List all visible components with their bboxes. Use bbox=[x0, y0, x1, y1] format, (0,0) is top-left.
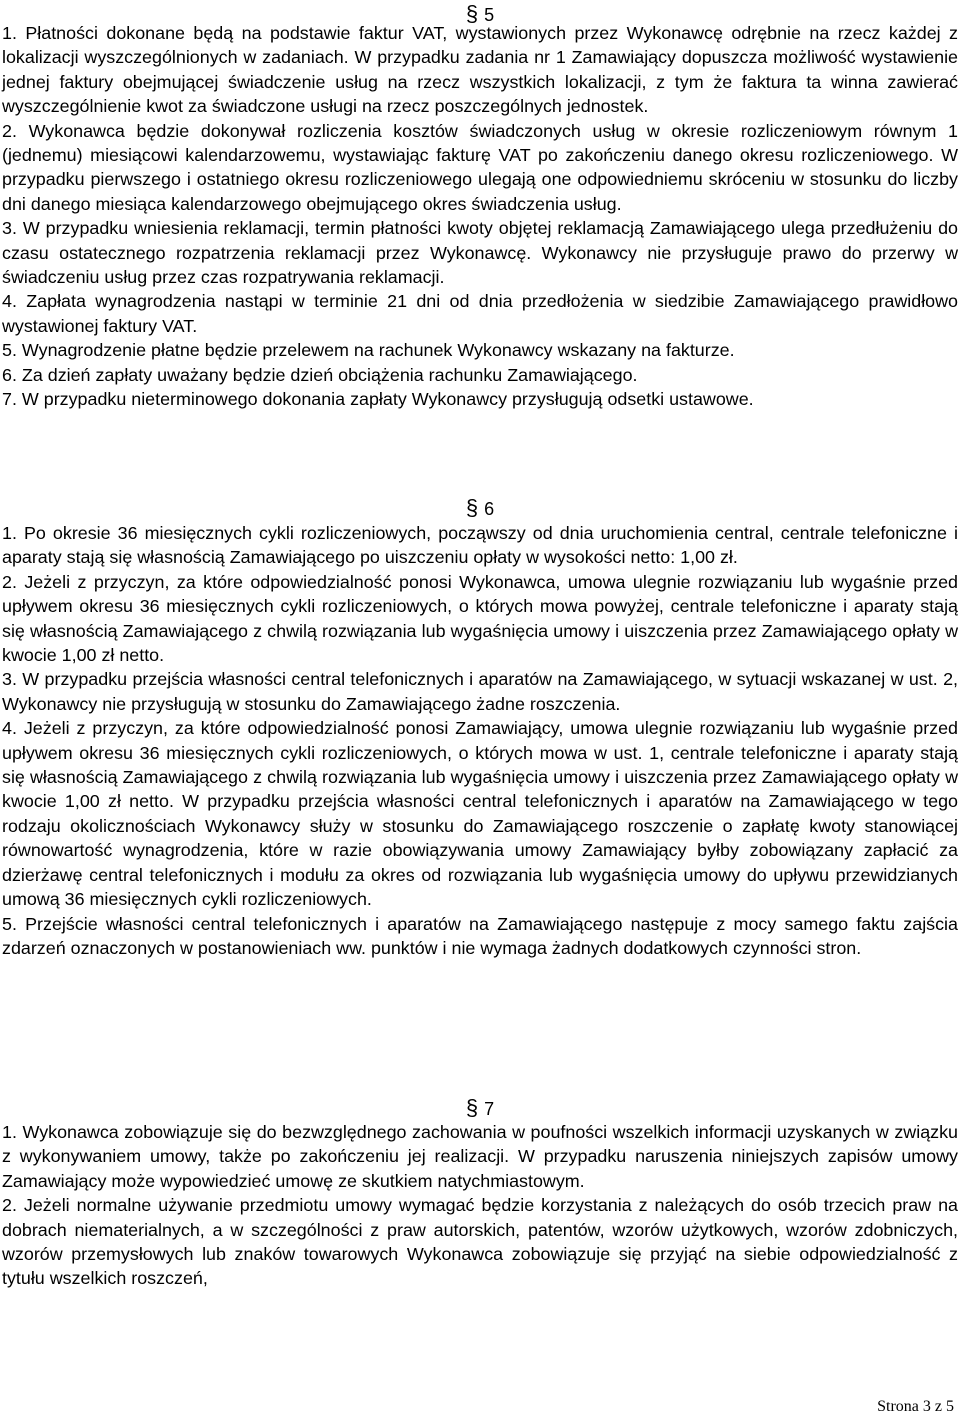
section-7-body bbox=[2, 1120, 958, 1291]
section-number: 6 bbox=[484, 499, 495, 519]
section-symbol: § bbox=[465, 495, 479, 520]
paragraph-5-5: 5. Wynagrodzenie płatne będzie przelewem na rachunek Wykonawcy wskazany na fakturze. bbox=[2, 340, 735, 361]
section-number: 7 bbox=[484, 1099, 495, 1119]
paragraph-5-6: 6. Za dzień zapłaty uważany będzie dzień obciążenia rachunku Zamawiającego. bbox=[2, 364, 638, 385]
paragraph-6-2: 2. Jeżeli z przyczyn, za które odpowiedzialność ponosi Wykonawca, umowa ulegnie rozwiązaniu lub wygaśnie przed upływem okresu 36 miesięcznych cykli rozliczeniowych, o których mowa powyżej, centrale telefoniczne i aparaty stają się własnością Zamawiającego z chwilą rozwiązania lub wygaśnięcia umowy i uiszczenia przez Zamawiającego opłaty w kwocie 1,00 zł netto. bbox=[2, 571, 958, 666]
paragraph-5-1: 1. Płatności dokonane będą na podstawie faktur VAT, wystawionych przez Wykonawcę odrębnie na rzecz każdej z lokalizacji wyszczególnionych w zadaniach. W przypadku zadania nr 1 Zamawiający dopuszcza możliwość wystawienie jednej faktury obejmującej świadczenie usług na rzecz wszystkich lokalizacji, z tym że faktura ta winna zawierać wyszczególnienie kwot za świadczone usługi na rzecz poszczególnych jednostek. bbox=[2, 23, 958, 117]
paragraph-5-4: 4. Zapłata wynagrodzenia nastąpi w terminie 21 dni od dnia przedłożenia w siedzibie Zamawiającego prawidłowo wystawionej faktury VAT. bbox=[2, 291, 958, 336]
paragraph-6-3: 3. W przypadku przejścia własności central telefonicznych i aparatów na Zamawiającego, w sytuacji wskazanej w ust. 2, Wykonawcy nie przysługują w stosunku do Zamawiającego żadne roszczenia. bbox=[2, 669, 958, 714]
paragraph-6-1: 1. Po okresie 36 miesięcznych cykli rozliczeniowych, począwszy od dnia uruchomienia central, centrale telefoniczne i aparaty stają się własnością Zamawiającego po uiszczeniu opłaty w wysokości netto: 1,00 zł. bbox=[2, 523, 958, 568]
paragraph-7-2: 2. Jeżeli normalne używanie przedmiotu umowy wymagać będzie korzystania z należących do osób trzecich praw na dobrach niematerialnych, a w szczególności z praw autorskich, patentów, wzorów użytkowych, wzorów zdobniczych, wzorów przemysłowych lub znaków towarowych Wykonawca zobowiązuje się przyjąć na siebie odpowiedzialność z tytułu wszelkich roszczeń, bbox=[2, 1195, 958, 1289]
paragraph-5-2: 2. Wykonawca będzie dokonywał rozliczenia kosztów świadczonych usług w okresie rozliczeniowym równym 1 (jednemu) miesiącowi kalendarzowemu, wystawiając fakturę VAT po zakończeniu danego okresu rozliczeniowego. W przypadku pierwszego i ostatniego okresu rozliczeniowego ulegają one odpowiedniemu skróceniu w stosunku do liczby dni danego miesiąca kalendarzowego obejmującego okres świadczenia usług. bbox=[2, 120, 958, 214]
section-heading-7 bbox=[0, 1096, 960, 1121]
paragraph-5-3: 3. W przypadku wniesienia reklamacji, termin płatności kwoty objętej reklamacją Zamawiającego ulega przedłużeniu do czasu ostatecznego rozpatrzenia reklamacji przez Wykonawcę. Wykonawcy nie przysługuje prawo do przerwy w świadczeniu usług przez czas rozpatrywania reklamacji. bbox=[2, 218, 958, 288]
paragraph-6-5: 5. Przejście własności central telefonicznych i aparatów na Zamawiającego następuje z mocy samego faktu zajścia zdarzeń oznaczonych w postanowieniach ww. punktów i nie wymaga żadnych dodatkowych czynności stron. bbox=[2, 913, 958, 958]
paragraph-6-4: 4. Jeżeli z przyczyn, za które odpowiedzialność ponosi Zamawiający, umowa ulegnie rozwiązaniu lub wygaśnie przed upływem okresu 36 miesięcznych cykli rozliczeniowych, o których mowa w ust. 1, centrale telefoniczne i aparaty stają się własnością Zamawiającego z chwilą rozwiązania lub wygaśnięcia umowy i uiszczenia przez Zamawiającego opłaty w kwocie 1,00 zł netto. W przypadku przejścia własności central telefonicznych i aparatów na Zamawiającego w tego rodzaju okolicznościach Wykonawcy służy w stosunku do Zamawiającego roszczenie o zapłatę kwoty stanowiącej równowartość wynagrodzenia, które w razie obowiązywania umowy Zamawiający byłby zobowiązany zapłacić za dzierżawę central telefonicznych i modułu za okres od rozwiązania lub wygaśnięcia umowy do upływu przewidzianych umową 36 miesięcznych cykli rozliczeniowych. bbox=[2, 718, 958, 910]
paragraph-5-7: 7. W przypadku nieterminowego dokonania zapłaty Wykonawcy przysługują odsetki ustawowe. bbox=[2, 389, 754, 410]
page-number-footer: Strona 3 z 5 bbox=[877, 1398, 954, 1415]
section-6-body bbox=[2, 521, 958, 960]
section-heading-6 bbox=[0, 496, 960, 521]
section-symbol: § bbox=[465, 1, 479, 26]
section-5-body bbox=[2, 21, 958, 412]
paragraph-7-1: 1. Wykonawca zobowiązuje się do bezwzględnego zachowania w poufności wszelkich informacji uzyskanych w związku z wykonywaniem umowy, także po zakończeniu jej realizacji. W przypadku naruszenia niniejszych zapisów umowy Zamawiający może wypowiedzieć umowę ze skutkiem natychmiastowym. bbox=[2, 1122, 958, 1191]
section-number: 5 bbox=[484, 5, 495, 25]
section-symbol: § bbox=[465, 1095, 479, 1120]
